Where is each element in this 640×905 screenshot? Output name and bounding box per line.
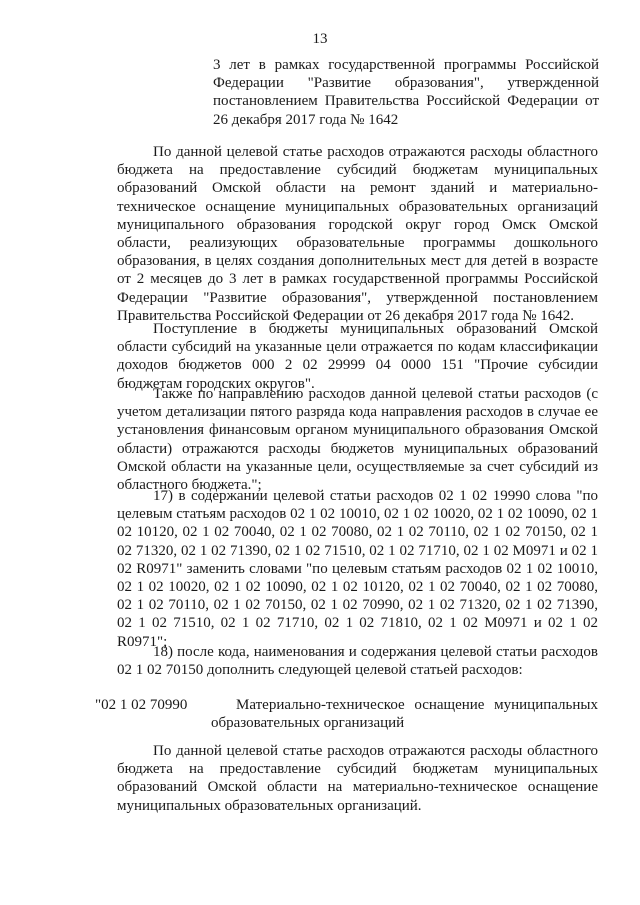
paragraph: По данной целевой статье расходов отражаются расходы областного бюджета на предоставление субсидий бюджетам муниципальных образований Омской области на материально-техническое оснащение муниципальных образовательных организаций. <box>117 743 598 814</box>
target-article-code: "02 1 02 70990 <box>95 697 188 713</box>
paragraph: По данной целевой статье расходов отражаются расходы областного бюджета на предоставление субсидий бюджетам муниципальных образований Омской области на ремонт зданий и материально-техническое оснащение муниципальных образовательных организаций муниципального образования городской округ город Омск Омской области, реализующих образовательные программы дошкольного образования, в целях создания дополнительных мест для детей в возрасте от 2 месяцев до 3 лет в рамках государственной программы Российской Федерации "Развитие образования", утвержденной постановлением Правительства Российской Федерации от 26 декабря 2017 года № 1642. <box>117 144 598 324</box>
target-article-description: Материально-техническое оснащение муниципальных образовательных организаций <box>211 697 598 732</box>
paragraph: 17) в содержании целевой статьи расходов 02 1 02 19990 слова "по целевым статьям расходов 02 1 02 10010, 02 1 02 10020, 02 1 02 10090, 02 1 02 10120, 02 1 02 70040, 02 1 02 70080, 02 1 02 70110, 02 1 02 70150, 02 1 02 71320, 02 1 02 71390, 02 1 02 71510, 02 1 02 71710, 02 1 02 М0971 и 02 1 02 R0971" заменить словами "по целевым статьям расходов 02 1 02 10010, 02 1 02 10020, 02 1 02 10090, 02 1 02 10120, 02 1 02 70040, 02 1 02 70080, 02 1 02 70110, 02 1 02 70150, 02 1 02 70990, 02 1 02 71320, 02 1 02 71390, 02 1 02 71510, 02 1 02 71710, 02 1 02 71810, 02 1 02 М0971 и 02 1 02 R0971"; <box>117 488 598 650</box>
continuation-text: 3 лет в рамках государственной программы Российской Федерации "Развитие образования", утвержденной постановлением Правительства Российской Федерации от 26 декабря 2017 года № 1642 <box>213 57 599 128</box>
paragraph: Также по направлению расходов данной целевой статьи расходов (с учетом детализации пятого разряда кода направления расходов в случае ее установления финансовым органом муниципального образования Омской области) отражаются расходы бюджетов муниципальных образований Омской области на указанные цели, осуществляемые за счет субсидий из областного бюджета."; <box>117 386 598 494</box>
paragraph: Поступление в бюджеты муниципальных образований Омской области субсидий на указанные цели отражается по кодам классификации доходов бюджетов 000 2 02 29999 04 0000 151 "Прочие субсидии бюджетам городских округов". <box>117 321 598 392</box>
paragraph: 18) после кода, наименования и содержания целевой статьи расходов 02 1 02 70150 дополнить следующей целевой статьей расходов: <box>117 644 598 679</box>
page-number: 13 <box>312 31 328 47</box>
